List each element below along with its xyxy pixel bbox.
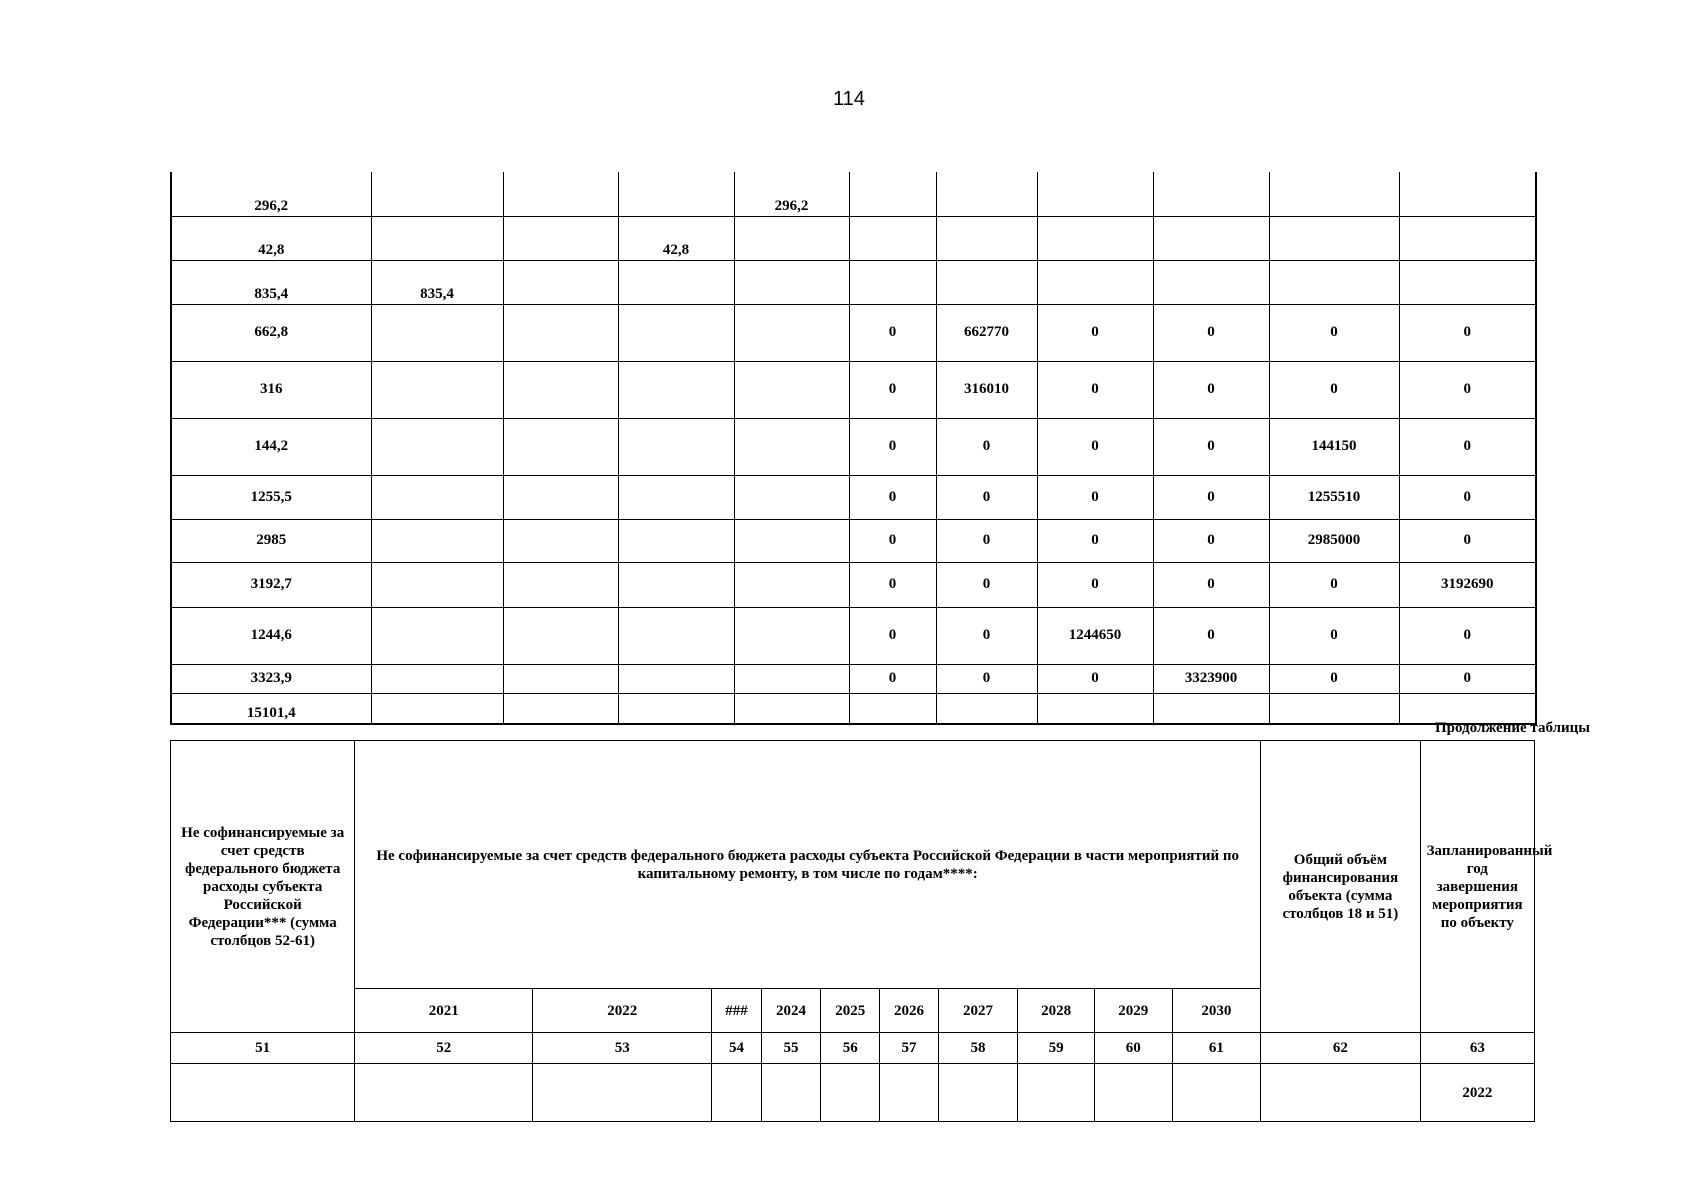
table-cell: 0 [1153,304,1269,361]
table-cell [849,260,936,304]
table-cell: 662,8 [171,304,371,361]
table-cell: 0 [1037,418,1153,475]
table-cell: 0 [1399,304,1536,361]
table-cell [533,1064,712,1122]
table-cell [1269,172,1399,216]
table-cell [371,562,503,607]
year-header: 2022 [533,989,712,1033]
table-cell [503,361,618,418]
table-cell: 0 [1399,519,1536,562]
table-cell: 3192690 [1399,562,1536,607]
header-col-62: Общий объём финансирования объекта (сумма столбцов 18 и 51) [1261,741,1421,1033]
table-cell: 1244,6 [171,607,371,664]
table-row [171,216,1536,260]
table-cell: 0 [1269,361,1399,418]
table-cell: 0 [1153,519,1269,562]
year-header: 2030 [1172,989,1261,1033]
table-cell [503,172,618,216]
table-cell: 144150 [1269,418,1399,475]
table-cell [734,664,849,693]
table-cell: 316010 [936,361,1037,418]
table-cell [618,361,734,418]
table-cell: 0 [936,664,1037,693]
table-cell: 0 [849,304,936,361]
table-cell [503,260,618,304]
table-cell: 0 [1399,361,1536,418]
table-cell [1153,693,1269,724]
table-cell: 0 [849,664,936,693]
table-cell: 0 [1037,361,1153,418]
table-cell: 0 [936,519,1037,562]
table-cell [1399,260,1536,304]
table-cell: 0 [936,607,1037,664]
table-cell [734,361,849,418]
table-cell [503,693,618,724]
table-cell: 1255510 [1269,475,1399,519]
table-cell [618,562,734,607]
table-cell [1153,260,1269,304]
table-cell: 0 [1153,607,1269,664]
table-cell: 0 [849,475,936,519]
table-cell [734,693,849,724]
table-cell: 3192,7 [171,562,371,607]
column-number: 51 [171,1033,355,1064]
table-cell [734,607,849,664]
table-row [171,304,1536,361]
table-cell [734,304,849,361]
table-cell: 0 [1269,607,1399,664]
table-cell [371,216,503,260]
table-cell [734,562,849,607]
table-cell: 42,8 [171,216,371,260]
table-cell: 835,4 [171,260,371,304]
table-cell: 835,4 [371,260,503,304]
table-cell: 0 [849,418,936,475]
table-cell: 0 [1037,475,1153,519]
page-number: 114 [833,88,865,110]
table-cell: 296,2 [734,172,849,216]
table-cell: 0 [1269,664,1399,693]
table-cell [618,519,734,562]
table-cell [1018,1064,1095,1122]
table-cell [936,216,1037,260]
table-cell [618,475,734,519]
table-cell [171,1064,355,1122]
table-cell [371,693,503,724]
column-number: 56 [821,1033,880,1064]
table-cell: 2022 [1420,1064,1534,1122]
table-cell [371,361,503,418]
table-cell: 0 [936,562,1037,607]
table-cell: 662770 [936,304,1037,361]
table-cell: 296,2 [171,172,371,216]
table-cell [1037,172,1153,216]
column-number: 54 [712,1033,762,1064]
table-cell [371,475,503,519]
table-cell [503,562,618,607]
table-cell [1037,260,1153,304]
table-cell [1269,260,1399,304]
table-cell: 0 [1399,475,1536,519]
table-cell [618,418,734,475]
table-cell [503,519,618,562]
table-cell [821,1064,880,1122]
table-cell: 0 [1037,664,1153,693]
table-cell: 0 [849,607,936,664]
table-cell: 2985000 [1269,519,1399,562]
table-cell [503,475,618,519]
table-cell [618,172,734,216]
table-cell [371,607,503,664]
year-header: 2026 [880,989,938,1033]
table-cell: 0 [1037,562,1153,607]
table-cell [1094,1064,1172,1122]
header-col-63: Запланированный год завершения мероприятия по объекту [1420,741,1534,1033]
table-cell [371,664,503,693]
table-row [171,519,1536,562]
table-cell: 144,2 [171,418,371,475]
table-cell: 0 [1153,475,1269,519]
column-number: 55 [761,1033,820,1064]
table-cell [936,172,1037,216]
table-cell: 0 [849,361,936,418]
table-cell: 2985 [171,519,371,562]
table-cell: 0 [1153,361,1269,418]
table-cell [503,304,618,361]
table-cell [371,418,503,475]
year-header: ### [712,989,762,1033]
table-cell [1261,1064,1421,1122]
continuation-label: Продолжение таблицы [1434,720,1590,736]
table-cell: 15101,4 [171,693,371,724]
table-cell [503,607,618,664]
column-number: 52 [355,1033,533,1064]
table-cell: 3323,9 [171,664,371,693]
table-cell [1269,216,1399,260]
table-cell [1037,693,1153,724]
column-number: 57 [880,1033,938,1064]
column-number: 62 [1261,1033,1421,1064]
column-number: 53 [533,1033,712,1064]
table-cell [734,519,849,562]
table-cell: 0 [1037,519,1153,562]
table-cell: 0 [1153,562,1269,607]
table-cell [618,304,734,361]
table-cell: 0 [1399,664,1536,693]
table-row [171,664,1536,693]
column-number: 58 [938,1033,1018,1064]
table-cell [618,664,734,693]
table-cell: 0 [849,519,936,562]
table-cell [618,260,734,304]
table-row [171,418,1536,475]
table-cell [371,304,503,361]
header-capital-repair-by-years: Не софинансируемые за счет средств федерального бюджета расходы субъекта Российской Федерации в части мероприятий по капитальному ремонту, в том числе по годам****: [355,741,1261,989]
table-cell [503,418,618,475]
table-cell [1153,216,1269,260]
column-number: 63 [1420,1033,1534,1064]
table-cell [355,1064,533,1122]
table-cell [712,1064,762,1122]
table-cell [938,1064,1018,1122]
table-cell: 0 [1399,418,1536,475]
table-cell [849,693,936,724]
table-cell [734,418,849,475]
table-cell [1153,172,1269,216]
year-header: 2021 [355,989,533,1033]
year-header: 2029 [1094,989,1172,1033]
table-cell [1172,1064,1261,1122]
column-number: 60 [1094,1033,1172,1064]
table-cell: 0 [936,475,1037,519]
year-header: 2024 [761,989,820,1033]
table-cell [734,475,849,519]
table-cell: 0 [1269,562,1399,607]
table-cell: 1244650 [1037,607,1153,664]
table-cell [503,664,618,693]
table-cell [849,172,936,216]
table-cell [1037,216,1153,260]
table-cell: 0 [1269,304,1399,361]
table-cell [1399,172,1536,216]
table-cell [936,693,1037,724]
year-header: 2027 [938,989,1018,1033]
year-header: 2025 [821,989,880,1033]
table-cell: 0 [936,418,1037,475]
table-cell: 0 [1037,304,1153,361]
table-cell: 0 [1399,607,1536,664]
table-cell: 316 [171,361,371,418]
table-cell: 1255,5 [171,475,371,519]
table-cell [618,607,734,664]
table-cell [761,1064,820,1122]
header-col-51: Не софинансируемые за счет средств федерального бюджета расходы субъекта Российской Федерации*** (сумма столбцов 52-61) [171,741,355,1033]
table-row [171,361,1536,418]
table-row [171,260,1536,304]
top-table [170,172,1537,725]
table-row [171,172,1536,216]
table-cell [849,216,936,260]
table-row [171,562,1536,607]
table-cell [734,260,849,304]
table-row [171,607,1536,664]
column-number: 61 [1172,1033,1261,1064]
table-cell [371,172,503,216]
table-row [171,475,1536,519]
table-cell: 42,8 [618,216,734,260]
bottom-table [170,740,1553,1122]
table-cell [503,216,618,260]
table-cell: 3323900 [1153,664,1269,693]
table-cell [1399,216,1536,260]
table-cell: 0 [849,562,936,607]
table-cell [936,260,1037,304]
table-cell [880,1064,938,1122]
table-cell: 0 [1153,418,1269,475]
table-cell [734,216,849,260]
year-header: 2028 [1018,989,1095,1033]
column-number: 59 [1018,1033,1095,1064]
table-cell [371,519,503,562]
table-cell [618,693,734,724]
